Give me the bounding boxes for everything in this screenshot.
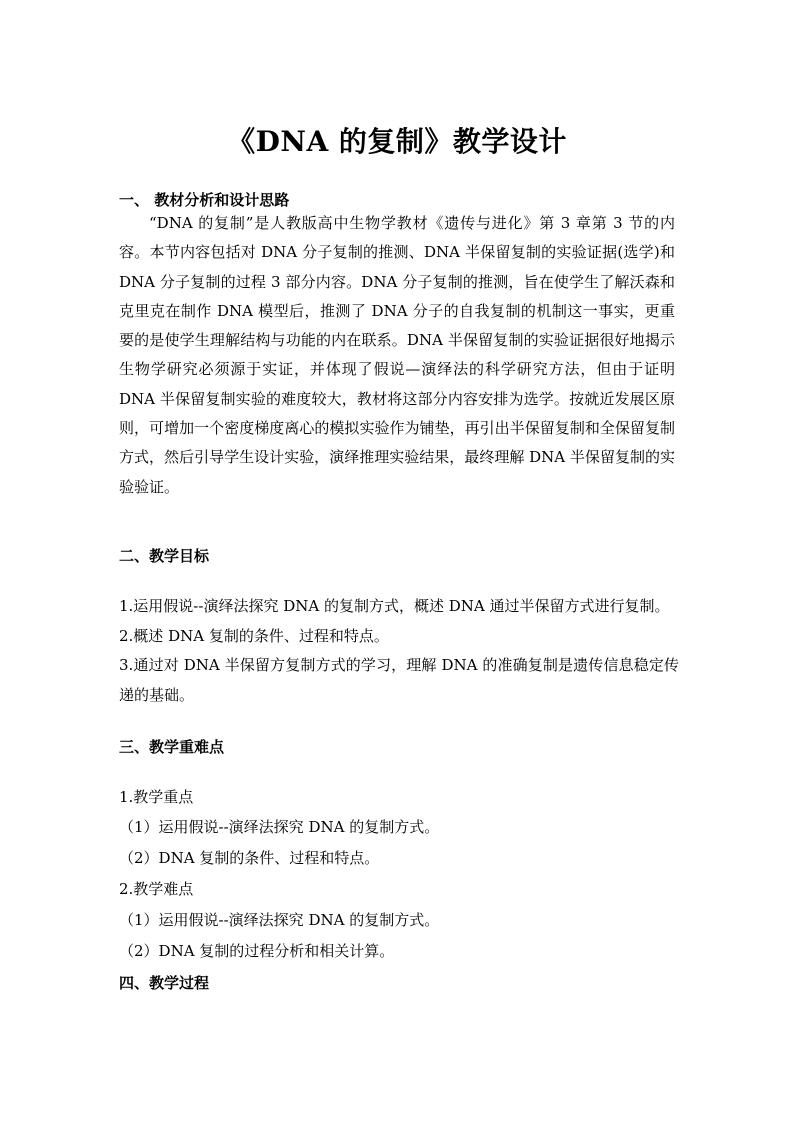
section-heading-key-points: 三、教学重难点 [119,738,225,756]
key-point-item-1: （1）运用假说--演绎法探究 DNA 的复制方式。 [119,818,440,836]
difficulty-heading: 2.教学难点 [119,880,194,898]
analysis-paragraph [119,209,675,502]
section-heading-analysis: 一、 教材分析和设计思路 [119,191,290,209]
key-point-item-2: （2）DNA 复制的条件、过程和特点。 [119,849,380,867]
section-heading-objectives: 二、教学目标 [119,547,210,565]
section-heading-process: 四、教学过程 [119,974,210,992]
difficulty-item-1: （1）运用假说--演绎法探究 DNA 的复制方式。 [119,911,440,929]
objective-item-1: 1.运用假说--演绎法探究 DNA 的复制方式，概述 DNA 通过半保留方式进行复制。 [119,597,670,615]
analysis-paragraph-text: “DNA 的复制”是人教版高中生物学教材《遗传与进化》第 3 章第 3 节的内容。本节内容包括对 DNA 分子复制的推测、DNA 半保留复制的实验证据(选学)和 DNA 分子复制的过程 3 部分内容。DNA 分子复制的推测，旨在使学生了解沃森和克里克在制作 DNA 模型后，推测了 DNA 分子的自我复制的机制这一事实，更重要的是使学生理解结构与功能的内在联系。DNA 半保留复制的实验证据很好地揭示生物学研究必须源于实证，并体现了假说—演绎法的科学研究方法，但由于证明 DNA 半保留复制实验的难度较大，教材将这部分内容安排为选学。按就近发展区原则，可增加一个密度梯度离心的模拟实验作为铺垫，再引出半保留复制和全保留复制方式，然后引导学生设计实验，演绎推理实验结果，最终理解 DNA 半保留复制的实验验证。 [119,214,675,496]
objective-item-3: 3.通过对 DNA 半保留方复制方式的学习，理解 DNA 的准确复制是遗传信息稳定传递的基础。 [119,656,679,704]
key-point-heading: 1.教学重点 [119,788,194,806]
objective-item-2: 2.概述 DNA 复制的条件、过程和特点。 [119,627,389,645]
difficulty-item-2: （2）DNA 复制的过程分析和相关计算。 [119,942,395,960]
document-title: 《DNA 的复制》教学设计 [227,125,567,158]
